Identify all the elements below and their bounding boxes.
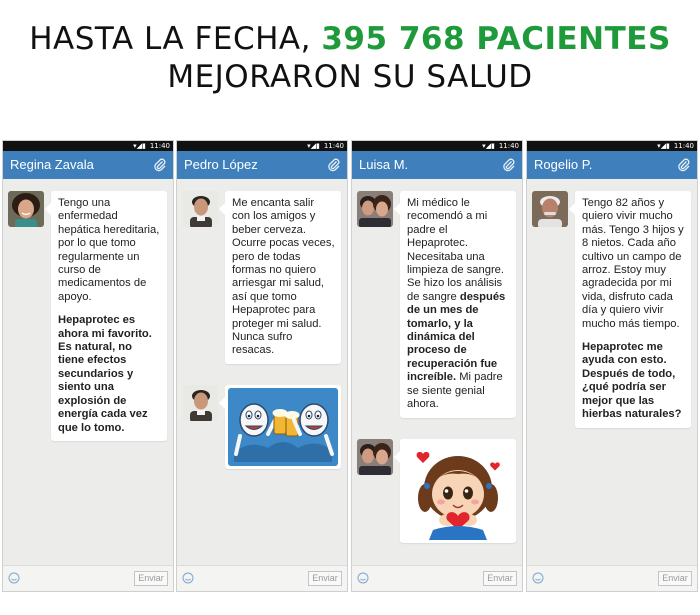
message-list (352, 179, 522, 565)
chat-screen-luisa (351, 140, 523, 592)
signal-icon: ▾◢▮ (307, 142, 320, 150)
chat-screen-regina (2, 140, 174, 592)
message-bold-text: después de un mes de tomarlo, y la dinámica del proceso de recuperación fue increíble. (407, 290, 506, 384)
status-time: 11:40 (149, 142, 170, 150)
message-bubble (400, 191, 516, 418)
send-button[interactable]: Enviar (308, 571, 342, 586)
chat-header (352, 151, 522, 179)
couple-photo-icon (357, 439, 393, 475)
chat-screen-pedro (176, 140, 348, 592)
status-time: 11:40 (498, 142, 519, 150)
message-list (527, 179, 697, 565)
sticker-bubble (225, 385, 341, 469)
avatar (357, 439, 393, 475)
emoji-icon[interactable] (357, 572, 369, 584)
avatar (357, 191, 393, 227)
signal-icon: ▾◢▮ (657, 142, 670, 150)
man-photo-icon (182, 191, 218, 227)
message-text: Me encanta salir con los amigos y beber cerveza. Ocurre pocas veces, pero de todas formas no quiero arriesgar mi salud, así que tomo Hepaprotec para proteger mi salud. Nunca sufro resacas. (232, 197, 335, 357)
beer-toast-sticker-icon (228, 388, 338, 466)
status-bar (527, 141, 697, 151)
message-input[interactable] (199, 570, 301, 587)
avatar (182, 191, 218, 227)
message-input-bar (3, 565, 173, 591)
message-text: Mi médico le recomendó a mi padre el Hepaprotec. Necesitaba una limpieza de sangre. Se hizo los análisis de sangre (407, 197, 505, 303)
girl-heart-sticker-icon (403, 442, 513, 540)
chat-header (177, 151, 347, 179)
message-text-end: Mi padre se siente genial ahora. (407, 371, 503, 411)
couple-photo-icon (357, 191, 393, 227)
woman-photo-icon (8, 191, 44, 227)
status-bar (177, 141, 347, 151)
contact-name: Rogelio P. (534, 157, 593, 172)
status-bar (3, 141, 173, 151)
avatar (532, 191, 568, 227)
emoji-icon[interactable] (532, 572, 544, 584)
status-time: 11:40 (673, 142, 694, 150)
message-input-bar (352, 565, 522, 591)
old-man-photo-icon (532, 191, 568, 227)
avatar (182, 385, 218, 421)
message-bubble (225, 191, 341, 364)
signal-icon: ▾◢▮ (133, 142, 146, 150)
message-bold-text: Hepaprotec me ayuda con esto. Después de todo, ¿qué podría ser mejor que las hierbas naturales? (582, 341, 682, 421)
headline-line2: MEJORARON SU SALUD (167, 59, 533, 95)
headline-highlight: 395 768 PACIENTES (321, 21, 671, 57)
send-button[interactable]: Enviar (658, 571, 692, 586)
contact-name: Luisa M. (359, 157, 409, 172)
chat-header (527, 151, 697, 179)
headline (0, 20, 700, 96)
avatar (8, 191, 44, 227)
paperclip-icon[interactable] (327, 158, 341, 172)
paperclip-icon[interactable] (153, 158, 167, 172)
contact-name: Regina Zavala (10, 157, 94, 172)
contact-name: Pedro López (184, 157, 258, 172)
headline-prefix: HASTA LA FECHA, (29, 21, 322, 57)
message-bubble (575, 191, 691, 428)
headline-line1 (0, 20, 700, 58)
message-text: Tengo 82 años y quiero vivir mucho más. Tengo 3 hijos y 8 nietos. Cada año cultivo un campo de arroz. Estoy muy agradecida por mi vida, disfruto cada día y quiero vivir mucho más tiempo. (582, 197, 684, 330)
paperclip-icon[interactable] (502, 158, 516, 172)
message-text: Tengo una enfermedad hepática hereditaria, por lo que tomo regularmente un curso de medicamentos de apoyo. (58, 197, 160, 303)
message-list (3, 179, 173, 565)
message-list (177, 179, 347, 565)
chat-header (3, 151, 173, 179)
send-button[interactable]: Enviar (483, 571, 517, 586)
status-time: 11:40 (323, 142, 344, 150)
message-input-bar (527, 565, 697, 591)
message-bubble (51, 191, 167, 441)
chat-screen-rogelio (526, 140, 698, 592)
man-photo-icon (182, 385, 218, 421)
emoji-icon[interactable] (8, 572, 20, 584)
emoji-icon[interactable] (182, 572, 194, 584)
message-input[interactable] (549, 570, 651, 587)
send-button[interactable]: Enviar (134, 571, 168, 586)
status-bar (352, 141, 522, 151)
sticker-bubble (400, 439, 516, 543)
signal-icon: ▾◢▮ (482, 142, 495, 150)
paperclip-icon[interactable] (677, 158, 691, 172)
message-input[interactable] (25, 570, 127, 587)
message-input-bar (177, 565, 347, 591)
message-input[interactable] (374, 570, 476, 587)
message-bold-text: Hepaprotec es ahora mi favorito. Es natural, no tiene efectos secundarios y siento una explosión de energía cada vez que lo tomo. (58, 314, 152, 434)
